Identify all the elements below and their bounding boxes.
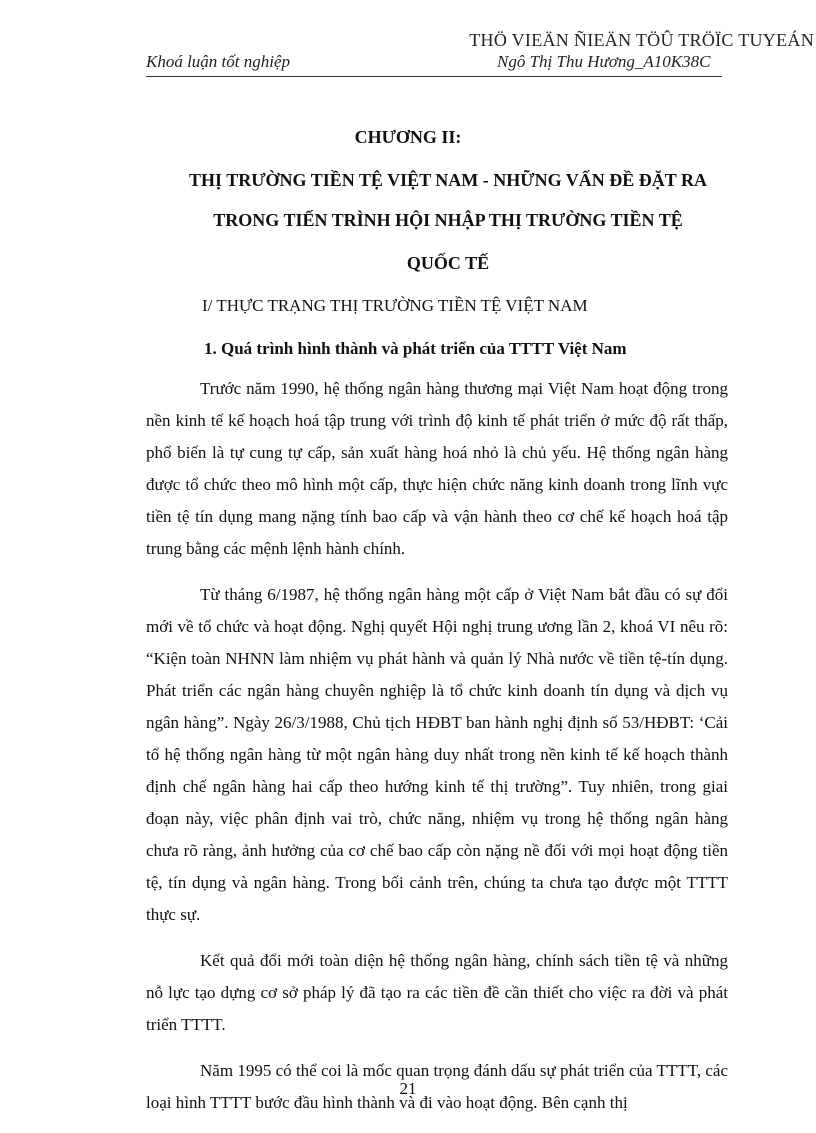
subsection-heading: 1. Quá trình hình thành và phát triển của TTTT Việt Nam [204,339,627,358]
paragraph: Từ tháng 6/1987, hệ thống ngân hàng một cấp ở Việt Nam bắt đầu có sự đổi mới về tổ chức và hoạt động. Nghị quyết Hội nghị trung ương lần 2, khoá VI nêu rõ: “Kiện toàn NHNN làm nhiệm vụ phát hành và quản lý Nhà nước về tiền tệ-tín dụng. Phát triển các ngân hàng chuyên nghiệp là tổ chức kinh doanh tín dụng và dịch vụ ngân hàng”. Ngày 26/3/1988, Chủ tịch HĐBT ban hành nghị định số 53/HĐBT: ‘Cải tổ hệ thống ngân hàng từ một ngân hàng duy nhất trong nền kinh tế kế hoạch thành định chế ngân hàng hai cấp theo hướng kinh tế thị trường”. Tuy nhiên, trong giai đoạn này, việc phân định vai trò, chức năng, nhiệm vụ trong hệ thống ngân hàng chưa rõ ràng, ảnh hưởng của cơ chế bao cấp còn nặng nề đối với mọi hoạt động tiền tệ, tín dụng và ngân hàng. Trong bối cảnh trên, chúng ta chưa tạo được một TTTT thực sự. [146,585,728,924]
section-heading: I/ THỰC TRẠNG THỊ TRƯỜNG TIỀN TỆ VIỆT NAM [202,296,588,315]
paragraph: Kết quả đổi mới toàn diện hệ thống ngân hàng, chính sách tiền tệ và những nỗ lực tạo dựng cơ sở pháp lý đã tạo ra các tiền đề cần thiết cho việc ra đời và phát triển TTTT. [146,951,728,1034]
chapter-number: CHƯƠNG II: [354,127,462,147]
chapter-title-line-2: TRONG TIẾN TRÌNH HỘI NHẬP THỊ TRƯỜNG TIỀN TỆ [213,210,683,230]
chapter-title-line-1: THỊ TRƯỜNG TIỀN TỆ VIỆT NAM - NHỮNG VẤN ĐỀ ĐẶT RA [189,170,707,190]
chapter-title-line-3: QUỐC TẾ [406,253,490,273]
body-text [146,373,728,1133]
watermark-text: THÖ VIEÄN ÑIEÄN TÖÛ TRÖÏC TUYEÁN [469,30,814,50]
header-rule [146,76,722,77]
header-right-text: Ngô Thị Thu Hương_A10K38C [497,52,711,71]
paragraph: Năm 1995 có thể coi là mốc quan trọng đánh dấu sự phát triển của TTTT, các loại hình TTTT bước đầu hình thành và đi vào hoạt động. Bên cạnh thị [146,1061,728,1112]
paragraph: Trước năm 1990, hệ thống ngân hàng thương mại Việt Nam hoạt động trong nền kinh tế kế hoạch hoá tập trung với trình độ kinh tế phát triển ở mức độ rất thấp, phổ biến là tự cung tự cấp, sản xuất hàng hoá nhỏ là chủ yếu. Hệ thống ngân hàng được tổ chức theo mô hình một cấp, thực hiện chức năng kinh doanh trong lĩnh vực tiền tệ tín dụng mang nặng tính bao cấp và vận hành theo cơ chế kế hoạch hoá tập trung bằng các mệnh lệnh hành chính. [146,379,728,558]
header-left-text: Khoá luận tốt nghiệp [146,52,291,71]
page-number: 21 [399,1079,417,1098]
